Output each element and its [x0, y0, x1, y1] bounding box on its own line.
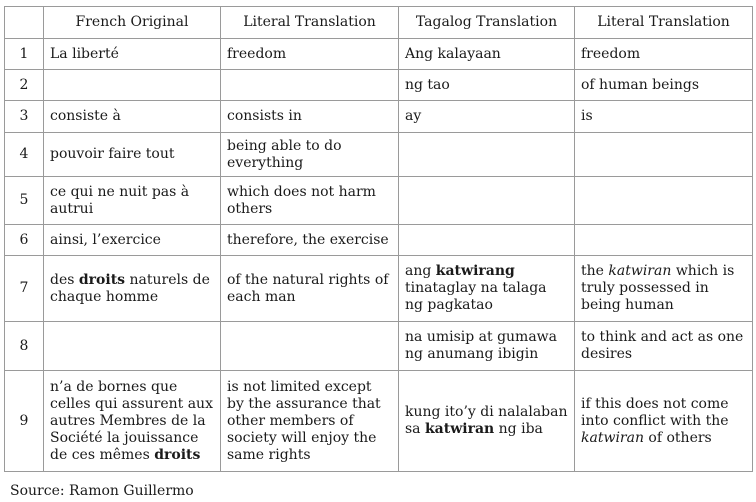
cell-literal-translation-french — [221, 101, 399, 133]
cell-text: which is truly possessed in being human — [581, 263, 735, 313]
cell-text: ng iba — [494, 421, 543, 437]
italic-term: katwiran — [581, 429, 644, 446]
cell-literal-translation-tagalog — [575, 371, 753, 472]
header-french-original: French Original — [44, 7, 221, 39]
italic-term: katwiran — [608, 263, 672, 279]
cell-french-original — [44, 177, 221, 225]
bold-term: katwiran — [424, 421, 495, 437]
cell-text: kung ito’y di nalalaban sa — [405, 404, 568, 437]
cell-text: des — [50, 271, 79, 288]
source-note: Source: Ramon Guillermo — [10, 483, 194, 499]
cell-text: is — [581, 108, 593, 124]
cell-text: tinataglay na talaga ng pagkatao — [405, 280, 547, 313]
cell-text: ainsi, l’exercice — [50, 231, 161, 248]
cell-literal-translation-tagalog — [575, 177, 753, 225]
cell-text: of the natural rights of each man — [227, 271, 389, 305]
cell-tagalog-translation — [399, 70, 575, 101]
cell-literal-translation-french — [221, 371, 399, 472]
header-literal-translation-french: Literal Translation — [221, 7, 399, 39]
row-number: 6 — [5, 225, 44, 256]
cell-text: na umisip at gumawa ng anumang ibigin — [405, 329, 558, 362]
cell-text: being able to do everything — [227, 137, 342, 171]
cell-tagalog-translation — [399, 101, 575, 133]
cell-french-original — [44, 70, 221, 101]
table-row — [5, 371, 753, 472]
cell-tagalog-translation — [399, 39, 575, 70]
table-row — [5, 101, 753, 133]
table-row — [5, 70, 753, 101]
row-number: 1 — [5, 39, 44, 70]
cell-literal-translation-tagalog — [575, 70, 753, 101]
cell-literal-translation-tagalog — [575, 133, 753, 177]
cell-french-original — [44, 101, 221, 133]
cell-literal-translation-tagalog — [575, 322, 753, 371]
header-literal-translation-tagalog: Literal Translation — [575, 7, 753, 39]
cell-literal-translation-french — [221, 322, 399, 371]
row-number: 9 — [5, 371, 44, 472]
cell-text: n’a de bornes que celles qui assurent aux autres Membres de la Société la jouissance de ces mêmes — [50, 378, 213, 463]
cell-literal-translation-french — [221, 177, 399, 225]
table-body — [5, 39, 753, 472]
table-row — [5, 225, 753, 256]
cell-text: naturels de chaque homme — [50, 271, 210, 305]
row-number: 7 — [5, 256, 44, 322]
cell-tagalog-translation — [399, 256, 575, 322]
cell-tagalog-translation — [399, 371, 575, 472]
header-row — [5, 7, 753, 39]
cell-literal-translation-tagalog — [575, 39, 753, 70]
table-row — [5, 39, 753, 70]
bold-term: droits — [78, 271, 126, 288]
cell-text: is not limited except by the assurance that other members of society will enjoy the same rights — [227, 378, 381, 463]
cell-text: consiste à — [50, 108, 121, 124]
cell-text: freedom — [581, 45, 641, 62]
header-number — [5, 7, 44, 39]
cell-text: to think and act as one desires — [581, 329, 744, 362]
cell-french-original — [44, 371, 221, 472]
cell-text: if this does not come into conflict with the — [581, 395, 729, 429]
table-row — [5, 177, 753, 225]
cell-text: ay — [405, 108, 422, 124]
cell-text: of human beings — [581, 76, 700, 93]
translation-table — [4, 6, 753, 472]
bold-term: katwirang — [435, 263, 515, 279]
bold-term: droits — [154, 446, 201, 463]
cell-literal-translation-french — [221, 70, 399, 101]
cell-literal-translation-french — [221, 225, 399, 256]
cell-text: therefore, the exercise — [227, 231, 389, 248]
cell-french-original — [44, 133, 221, 177]
row-number: 5 — [5, 177, 44, 225]
table-row — [5, 322, 753, 371]
cell-literal-translation-french — [221, 133, 399, 177]
cell-text: which does not harm others — [227, 183, 376, 217]
cell-text: ce qui ne nuit pas à autrui — [50, 183, 190, 217]
header-tagalog-translation: Tagalog Translation — [399, 7, 575, 39]
cell-literal-translation-tagalog — [575, 225, 753, 256]
cell-tagalog-translation — [399, 322, 575, 371]
cell-literal-translation-french — [221, 39, 399, 70]
cell-text: consists in — [227, 108, 302, 124]
cell-literal-translation-french — [221, 256, 399, 322]
cell-tagalog-translation — [399, 177, 575, 225]
cell-text: the — [581, 263, 609, 279]
cell-text: La liberté — [50, 45, 119, 62]
cell-french-original — [44, 225, 221, 256]
cell-text: ang — [405, 263, 436, 279]
cell-french-original — [44, 39, 221, 70]
row-number: 3 — [5, 101, 44, 133]
cell-text: pouvoir faire tout — [50, 146, 175, 162]
cell-tagalog-translation — [399, 225, 575, 256]
cell-french-original — [44, 322, 221, 371]
cell-tagalog-translation — [399, 133, 575, 177]
cell-text: Ang kalayaan — [405, 45, 501, 62]
table-row — [5, 256, 753, 322]
row-number: 4 — [5, 133, 44, 177]
table-row — [5, 133, 753, 177]
cell-literal-translation-tagalog — [575, 256, 753, 322]
cell-french-original — [44, 256, 221, 322]
cell-literal-translation-tagalog — [575, 101, 753, 133]
row-number: 2 — [5, 70, 44, 101]
cell-text: freedom — [227, 45, 287, 62]
cell-text: of others — [643, 429, 712, 446]
row-number: 8 — [5, 322, 44, 371]
cell-text: ng tao — [405, 76, 450, 93]
